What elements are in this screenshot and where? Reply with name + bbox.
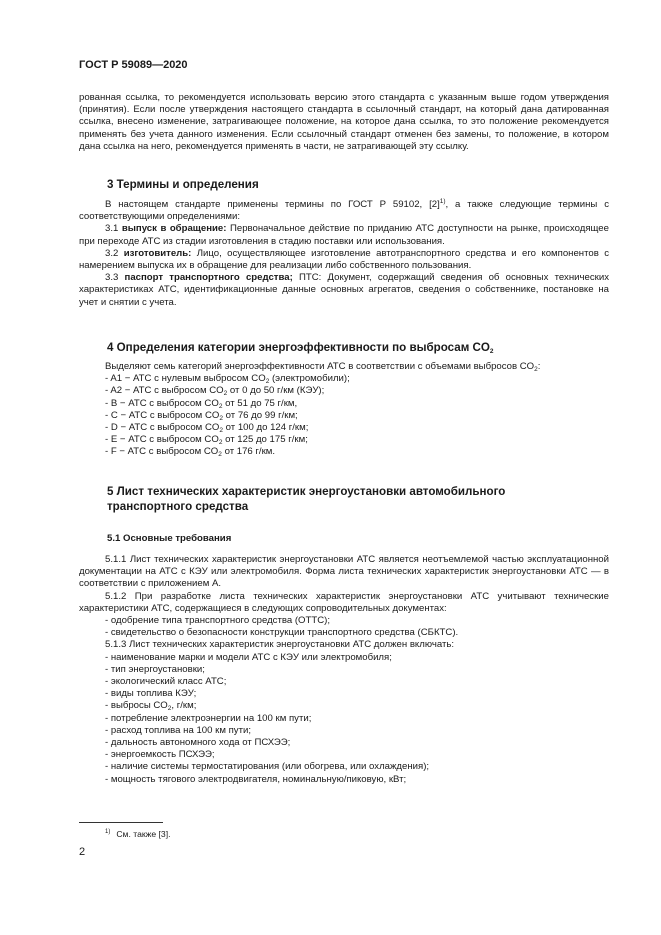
required-items-list [79, 652, 609, 786]
list-item: - потребление электроэнергии на 100 км пути; [105, 712, 312, 724]
list-item: - виды топлива КЭУ; [105, 688, 197, 700]
subsection-5-1-title: 5.1 Основные требования [107, 533, 232, 544]
section-4-body [79, 361, 609, 459]
intro-paragraph: рованная ссылка, то рекомендуется использовать версию этого стандарта с указанным выше годом утверждения (принятия). Если после утверждения настоящего стандарта в ссылочный стандарт, на который дана датированная ссылка, внесено изменение, затрагивающее положение, на которое дана ссылка, то это положение рекомендуется применять без учета данного изменения. Если ссылочный стандарт отменен без замены, то положение, в котором дана ссылка на него, рекомендуется применять в части, не затрагивающей эту ссылку. [79, 92, 609, 152]
term-3-2: 3.2 изготовитель: Лицо, осуществляющее изготовление автотранспортного средства и его компонентов с намерением выпуска их в обращение для реализации либо собственного пользования. [79, 247, 609, 272]
category-item: - D − АТС с выбросом $CO_2$ от 100 до 124 г/км; [105, 422, 309, 435]
document-header: ГОСТ Р 59089—2020 [79, 59, 188, 71]
section-5-body [79, 554, 609, 786]
paragraph-5-1-3: 5.1.3 Лист технических характеристик энергоустановки АТС должен включать: [105, 639, 455, 651]
list-item: - наименование марки и модели АТС с КЭУ или электромобиля; [105, 651, 392, 663]
list-item: - тип энергоустановки; [105, 663, 205, 675]
section-3-intro: В настоящем стандарте применены термины по ГОСТ Р 59102, $[2]^{1)}$, а также следующие термины с соответствующими определениями: [79, 198, 609, 223]
footnote: $^{1)}$ См. также [3]. [105, 829, 171, 839]
page-number: 2 [79, 846, 86, 858]
category-item: - E − АТС с выбросом $CO_2$ от 125 до 175 г/км; [105, 434, 308, 447]
category-item: - A1 − АТС с нулевым выбросом $CO_2$ (электромобили); [105, 373, 350, 386]
section-5-title: 5 Лист технических характеристик энергоустановки автомобильного транспортного средства [107, 485, 506, 513]
term-3-1: 3.1 выпуск в обращение: Первоначальное действие по приданию АТС доступности на рынке, происходящее при переходе АТС из стадии изготовления в стадию поставки или использования. [79, 223, 609, 247]
list-item: - мощность тягового электродвигателя, номинальную/пиковую, кВт; [105, 773, 407, 785]
list-item: - энергоемкость ПСХЭЭ; [105, 749, 215, 761]
category-item: - A2 − АТС с выбросом $CO_2$ от 0 до 50 г/км (КЭУ); [105, 385, 325, 398]
section-4-lead: Выделяют семь категорий энергоэффективности АТС в соответствии с объемами выбросов $CO_2$: [105, 361, 541, 373]
section-3-title: 3 Термины и определения [107, 178, 259, 191]
section-4-title: 4 Определения категории энергоэффективности по выбросам $CO_2$ [107, 341, 494, 355]
paragraph-5-1-2: 5.1.2 При разработке листа технических характеристик энергоустановки АТС учитывают технические характеристики АТС, содержащиеся в следующих сопроводительных документах: [79, 590, 609, 614]
list-item: - одобрение типа транспортного средства (ОТТС); [105, 615, 331, 627]
category-item: - B − АТС с выбросом $CO_2$ от 51 до 75 г/км, [105, 397, 298, 410]
list-item: - наличие системы термостатирования (или обогрева, или охлаждения); [105, 761, 430, 773]
list-item: - выбросы $CO_2$, г/км; [105, 700, 197, 713]
term-3-3: 3.3 паспорт транспортного средства; ПТС: Документ, содержащий сведения об основных технических характеристиках АТС, идентификационные данные основных агрегатов, сведения о собственнике, постановке на учет и снятии с учета. [79, 272, 609, 308]
category-item: - F − АТС с выбросом $CO_2$ от 176 г/км. [105, 446, 276, 459]
footnote-separator [79, 822, 163, 823]
paragraph-5-1-1: 5.1.1 Лист технических характеристик энергоустановки АТС является неотъемлемой частью эксплуатационной документации на АТС с КЭУ или электромобиля. Форма листа технических характеристик энергоустановки АТС — в соответствии с приложением А. [79, 554, 609, 590]
list-item: - свидетельство о безопасности конструкции транспортного средства (СБКТС). [105, 627, 459, 639]
list-item: - расход топлива на 100 км пути; [105, 724, 252, 736]
category-list [79, 373, 609, 458]
list-item: - экологический класс АТС; [105, 676, 227, 688]
category-item: - C − АТС с выбросом $CO_2$ от 76 до 99 г/км; [105, 409, 298, 422]
list-item: - дальность автономного хода от ПСХЭЭ; [105, 737, 291, 749]
document-list [79, 615, 609, 639]
section-3-body [79, 199, 609, 309]
